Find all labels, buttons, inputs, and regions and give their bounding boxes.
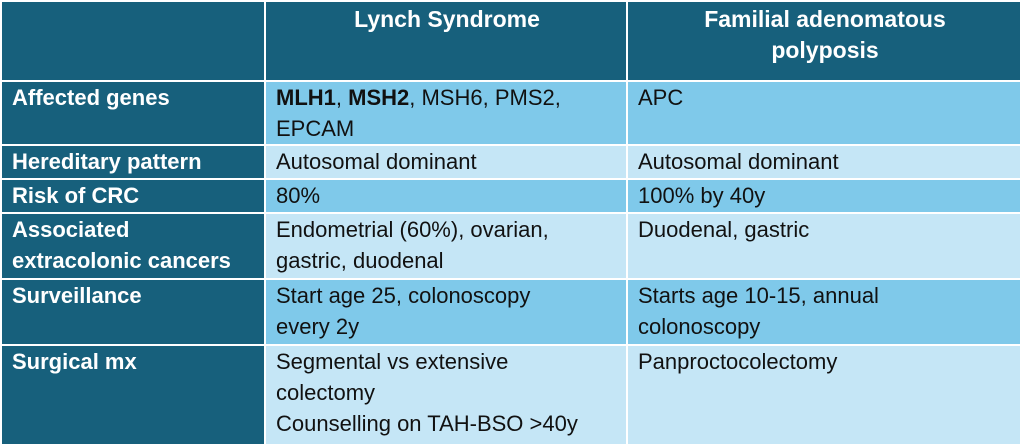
gene-separator: ,	[335, 85, 349, 110]
table-row-risk-of-crc	[1, 179, 1021, 213]
cell-lynch-surgical-line1: Segmental vs extensive	[276, 349, 509, 374]
cell-lynch-surgical-line3: Counselling on TAH-BSO >40y	[276, 411, 578, 436]
table-header	[1, 1, 1021, 81]
gene-mlh1: MLH1	[276, 85, 336, 110]
cell-fap-extracolonic-cancers: Duodenal, gastric	[627, 213, 1021, 279]
cell-lynch-surveillance	[265, 279, 627, 345]
column-header-fap-line1: Familial adenomatous	[704, 6, 946, 32]
column-header-fap-line2: polyposis	[771, 37, 879, 63]
column-header-lynch	[265, 1, 627, 81]
gene-rest-line2: EPCAM	[276, 116, 355, 141]
cell-lynch-extracolonic-line1: Endometrial (60%), ovarian,	[276, 217, 549, 242]
cell-lynch-surgical-mx	[265, 345, 627, 445]
row-label-extracolonic-cancers	[1, 213, 265, 279]
column-header-fap	[627, 1, 1021, 81]
gene-msh2: MSH2	[348, 85, 410, 110]
column-header-lynch-text: Lynch Syndrome	[354, 6, 540, 32]
row-label-extracolonic-line1: Associated	[12, 217, 130, 242]
cell-fap-surveillance-line1: Starts age 10-15, annual	[638, 283, 879, 308]
cell-lynch-extracolonic-line2: gastric, duodenal	[276, 248, 444, 273]
cell-lynch-risk-of-crc: 80%	[265, 179, 627, 213]
cell-lynch-extracolonic-cancers	[265, 213, 627, 279]
cell-fap-hereditary-pattern: Autosomal dominant	[627, 145, 1021, 179]
table-row-hereditary-pattern	[1, 145, 1021, 179]
table-row-surgical-mx	[1, 345, 1021, 445]
table-row-extracolonic-cancers	[1, 213, 1021, 279]
header-row	[1, 1, 1021, 81]
corner-cell	[1, 1, 265, 81]
cell-fap-surveillance-line2: colonoscopy	[638, 314, 761, 339]
cell-lynch-affected-genes	[265, 81, 627, 145]
cell-fap-affected-genes: APC	[627, 81, 1021, 145]
cell-fap-surgical-mx: Panproctocolectomy	[627, 345, 1021, 445]
row-label-surgical-mx: Surgical mx	[1, 345, 265, 445]
row-label-hereditary-pattern: Hereditary pattern	[1, 145, 265, 179]
table-row-affected-genes	[1, 81, 1021, 145]
cell-lynch-surveillance-line2: every 2y	[276, 314, 360, 339]
gene-rest-line1: , MSH6, PMS2,	[409, 85, 561, 110]
cell-fap-risk-of-crc: 100% by 40y	[627, 179, 1021, 213]
cell-lynch-surgical-line2: colectomy	[276, 380, 376, 405]
table-row-surveillance	[1, 279, 1021, 345]
cell-lynch-hereditary-pattern: Autosomal dominant	[265, 145, 627, 179]
row-label-affected-genes: Affected genes	[1, 81, 265, 145]
cell-lynch-surveillance-line1: Start age 25, colonoscopy	[276, 283, 531, 308]
cell-fap-surveillance	[627, 279, 1021, 345]
row-label-risk-of-crc: Risk of CRC	[1, 179, 265, 213]
row-label-surveillance: Surveillance	[1, 279, 265, 345]
row-label-extracolonic-line2: extracolonic cancers	[12, 248, 231, 273]
